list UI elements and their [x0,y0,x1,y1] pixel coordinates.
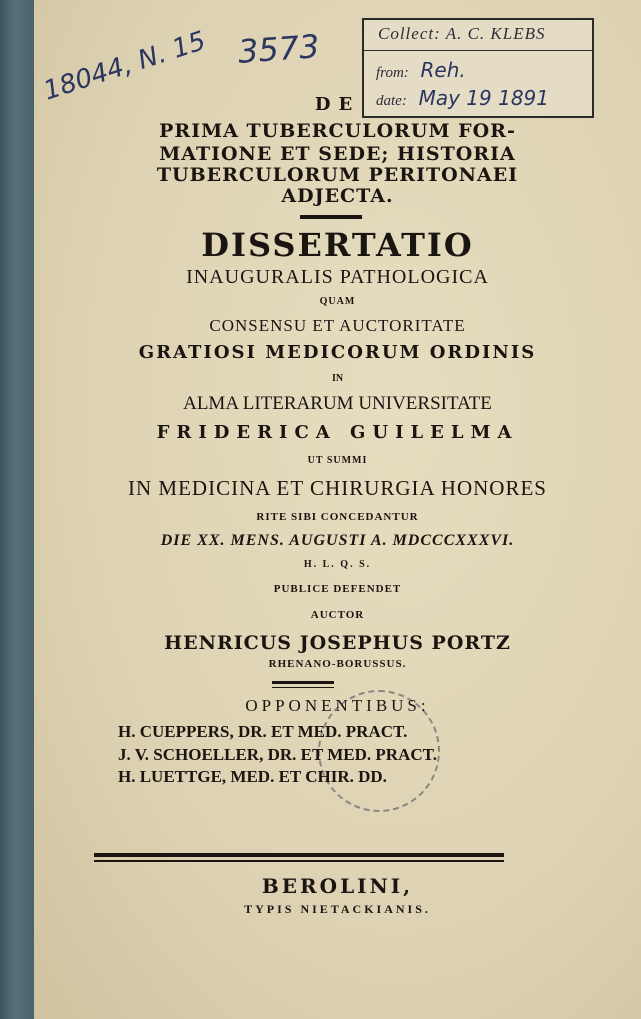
author-name: HENRICUS JOSEPHUS PORTZ [164,632,511,654]
title-line-2: MATIONE ET SEDE; HISTORIA [159,143,516,165]
in-medicina-line: IN MEDICINA ET CHIRURGIA HONORES [128,476,547,500]
divider-rule-1 [300,215,362,219]
opponent-row: J. V. SCHOELLER, DR. ET MED. PRACT. [118,745,437,764]
handwritten-ref-number: 3573 [236,27,321,71]
imprint-rule-thick [94,853,504,857]
imprint-typis: TYPIS NIETACKIANIS. [244,902,431,916]
alma-line: ALMA LITERARUM UNIVERSITATE [183,393,492,414]
book-spine [0,0,34,1019]
ut-summi-line: UT SUMMI [307,455,368,466]
opponents-heading: OPPONENTIBUS: [245,696,430,715]
in-line: IN [331,373,344,384]
from-field [376,58,604,82]
from-label: from: [376,65,409,81]
auctor-line: AUCTOR [310,609,365,621]
date-line: DIE XX. MENS. AUGUSTI A. MDCCCXXXVI. [160,532,515,549]
title-line-4: ADJECTA. [281,185,394,207]
gratiosi-line: GRATIOSI MEDICORUM ORDINIS [138,342,537,363]
opponent-row: H. LUETTGE, MED. ET CHIR. DD. [118,767,387,786]
publice-line: PUBLICE DEFENDET [273,583,402,595]
dissertatio-heading: DISSERTATIO [201,226,474,264]
rite-line: RITE SIBI CONCEDANTUR [256,511,419,523]
title-line-3: TUBERCULORUM PERITONAEI [156,164,519,186]
opponent-row: H. CUEPPERS, DR. ET MED. PRACT. [118,722,408,741]
hlqs-line: H. L. Q. S. [303,559,372,570]
divider-rule-2 [272,681,334,684]
imprint-rule-thin [94,860,504,862]
imprint-city: BEROLINI, [261,874,414,898]
friderica-line: FRIDERICA GUILELMA [156,422,519,443]
handwritten-ref-left: 18044, N. 15 [40,25,210,107]
label-divider [364,50,592,51]
title-line-1: PRIMA TUBERCULORUM FOR- [159,120,516,142]
divider-rule-2b [272,687,334,688]
inauguralis-line: INAUGURALIS PATHOLOGICA [186,266,489,288]
collector-name: Collect: A. C. KLEBS [378,24,546,43]
from-value: Reh. [420,58,466,82]
quam-line: QUAM [319,296,356,307]
author-origin: RHENANO-BORUSSUS. [268,658,407,670]
consensu-line: CONSENSU ET AUCTORITATE [209,316,466,335]
date-label: date: [376,93,407,109]
date-value: May 19 1891 [418,86,549,110]
title-de: DE [314,94,361,115]
